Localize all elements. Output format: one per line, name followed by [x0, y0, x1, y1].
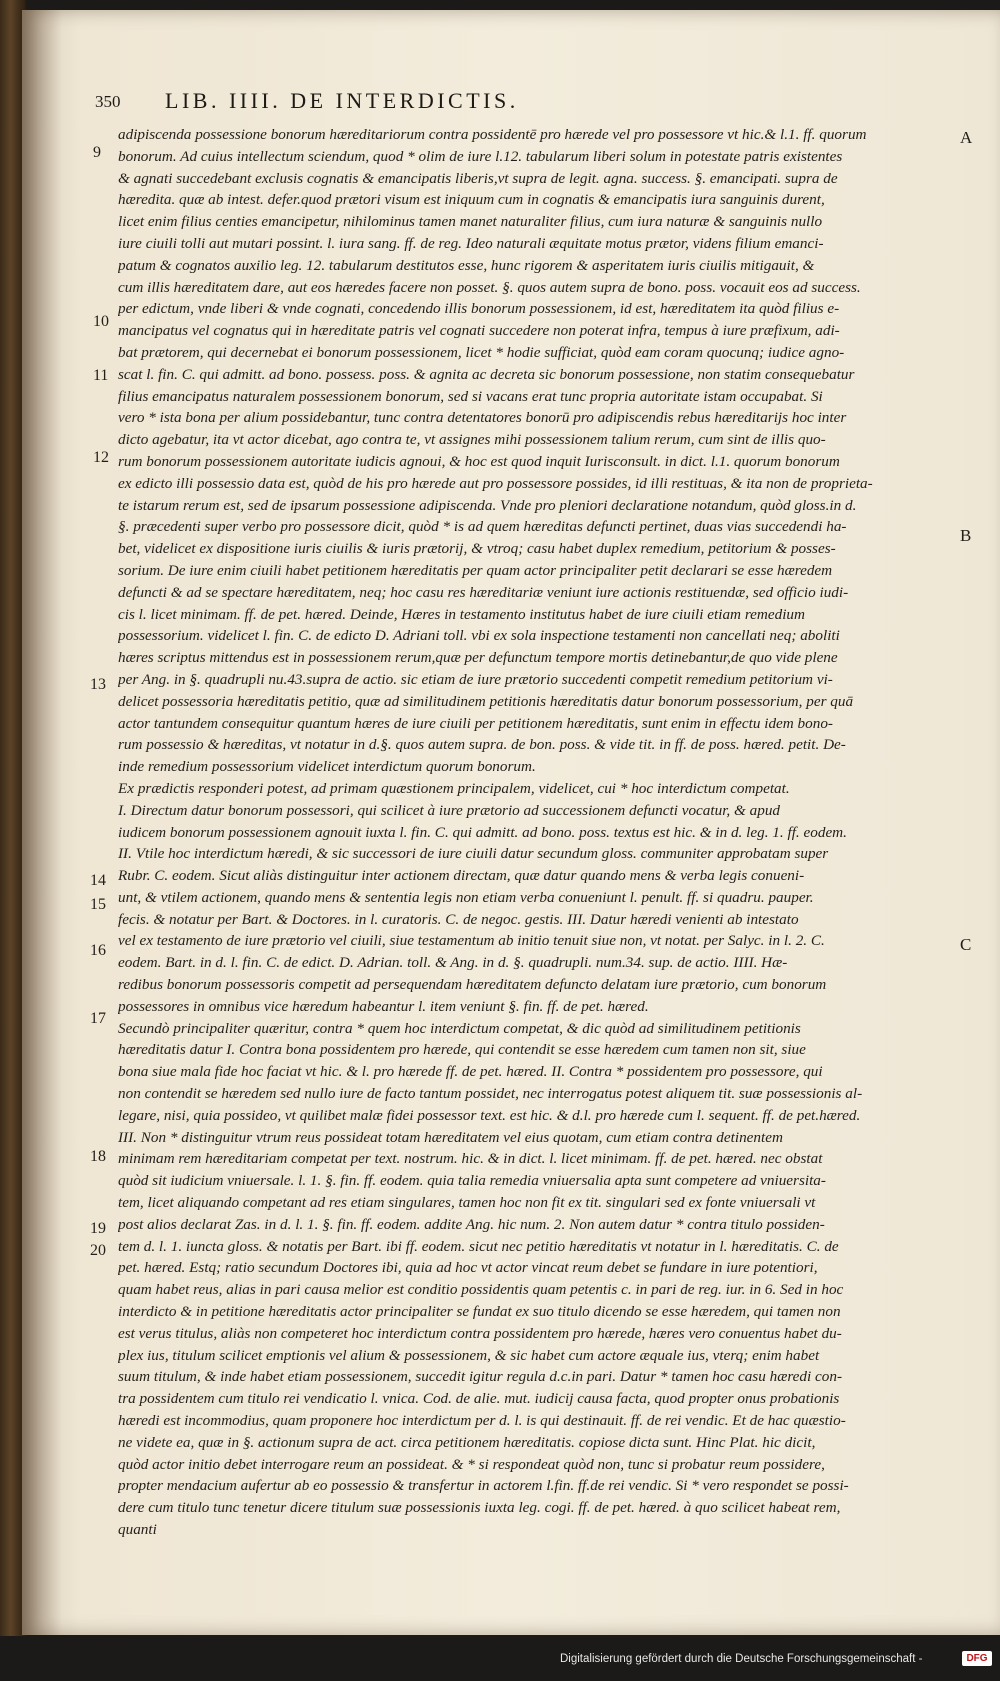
- text-line: delicet possessoria hæreditatis petitio, quæ ad similitudinem petitionis hæreditatis datur bonorum possessorium, per quā: [118, 692, 854, 710]
- text-line: III. Non * distinguitur vtrum reus possideat totam hæreditatem vel eius quotam, cum etiam contra detinentem: [118, 1128, 783, 1146]
- text-line: cis l. licet minimam. ff. de pet. hæred. Deinde, Hæres in testamento institutus habet de iure ciuili etiam remedium: [118, 605, 805, 623]
- margin-number: 15: [90, 896, 106, 913]
- text-line: inde remedium possessorium videlicet interdictum quorum bonorum.: [118, 758, 536, 776]
- text-line: hæres scriptus mittendus est in possessionem rerum,quæ per defunctum tempore mortis detinebantur,de quo vide plene: [118, 649, 838, 667]
- text-line: fecis. & notatur per Bart. & Doctores. in l. curatoris. C. de negoc. gestis. III. Datur hæredi venienti ab intestato: [118, 910, 799, 928]
- gutter-shadow: [22, 10, 62, 1635]
- margin-number: 14: [90, 872, 106, 889]
- text-line: bat prætorem, qui decernebat ei bonorum possessionem, licet * hodie sufficiat, quòd eam coram quocunq; iudice agno-: [118, 343, 845, 361]
- text-line: §. præcedenti super verbo pro possessore dicit, quòd * is ad quem hæreditas defuncti pertinet, duas vias succedendi ha-: [118, 518, 847, 536]
- text-line: iure ciuili tolli aut mutari possint. l. iura sang. ff. de reg. Ideo naturali æquitate motus prætor, videns filium emanci-: [118, 234, 824, 252]
- text-line: unt, & vtilem actionem, quando mens & sententia legis non etiam verba conueniunt l. penult. ff. si quadru. pauper.: [118, 888, 814, 906]
- text-line: est verus titulus, aliàs non competeret hoc interdictum contra possidentem pro hærede, hæres vero conuentus habet du-: [118, 1324, 842, 1342]
- text-line: actor tantundem consequitur quantum hæres de iure ciuili per petitionem hæreditatis, sunt enim in effectu idem bono-: [118, 714, 833, 732]
- text-line: cum illis hæreditatem dare, aut eos hæredes facere non posset. §. quos autem supra de bono. poss. vocauit eos ad success.: [118, 278, 861, 296]
- margin-number: 16: [90, 942, 106, 959]
- text-line: scat l. fin. C. qui admitt. ad bono. possess. poss. & agnita ac decreta sic bonorum possessione, non statim consequebatur: [118, 365, 855, 383]
- text-line: dere cum titulo tunc tenetur dicere titulum suæ possessionis iuxta leg. cogi. ff. de pet. hæred. à quo scilicet habeat rem,: [118, 1499, 841, 1517]
- text-line: per Ang. in §. quadrupli nu.43.supra de actio. sic etiam de iure prætorio succedenti competit remedium petitorium vi-: [118, 670, 833, 688]
- margin-number: 11: [93, 367, 109, 384]
- dfg-logo-text: DFG: [966, 1653, 988, 1664]
- text-line: rum bonorum possessionem autoritate iudicis agnoui, & hoc est quod inquit Iurisconsult. in dict. l.1. quorum bonorum: [118, 452, 840, 470]
- text-line: possessorium. videlicet l. fin. C. de edicto D. Adriani toll. vbi ex sola inspectione testamenti non cancellati neq; aboliti: [118, 627, 840, 645]
- text-line: filius emancipatus naturalem possessionem bonorum, sed si vacans erat tunc propria autoritate istam occupabat. Si: [118, 387, 823, 405]
- text-line: sorium. De iure enim ciuili habet petitionem hæreditatis per quam actor principaliter petit declarari se esse hæredem: [118, 561, 833, 579]
- text-line: non contendit se hæredem sed nullo iure de facto tantum possidet, nec interrogatus potest aliquem tit. suæ possessionis al-: [118, 1085, 863, 1103]
- margin-marker: C: [960, 935, 972, 954]
- margin-marker: B: [960, 526, 972, 545]
- margin-number: 19: [90, 1220, 106, 1237]
- dfg-logo: [962, 1651, 992, 1666]
- text-line: dicto agebatur, ita vt actor dicebat, ago contra te, vt assignes mihi possessionem talium rerum, cum sint de illis quo-: [118, 431, 826, 449]
- text-line: quanti: [118, 1521, 157, 1538]
- text-line: redibus bonorum possessoris competit ad persequendam hæreditatem defuncto delatam iure prætorio, cum bonorum: [118, 976, 827, 994]
- text-line: iudicem bonorum possessionem agnouit iuxta l. fin. C. qui admitt. ad bono. poss. textus est hic. & in d. leg. 1. ff. eodem.: [118, 823, 847, 841]
- margin-number: 18: [90, 1148, 106, 1165]
- text-line: Rubr. C. eodem. Sicut aliàs distinguitur inter actionem directam, quæ datur quando mens & verba legis conueni-: [118, 867, 805, 885]
- text-line: propter mendacium aufertur ab eo possessio & transfertur in actorem l.fin. ff.de rei vendic. Si * vero respondet se possi-: [118, 1477, 849, 1495]
- text-line: vel ex testamento de iure prætorio vel ciuili, siue testamentum ab initio tenuit siue non, vt notat. per Salyc. in l. 2. C.: [118, 932, 825, 950]
- text-line: patum & cognatos auxilio leg. 12. tabularum destitutos esse, hunc rigorem & asperitatem iuris ciuilis mitigauit, &: [118, 256, 815, 274]
- text-line: hæredi est incommodius, quam proponere hoc interdictum per d. l. is qui destinauit. ff. de rei vendic. Et de hac quæstio-: [118, 1412, 846, 1430]
- page-header: [95, 88, 895, 118]
- text-line: bona siue mala fide hoc faciat vt hic. & l. pro hærede ff. de pet. hæred. II. Contra * possidentem pro possessore, qui: [118, 1063, 823, 1081]
- text-line: Secundò principaliter quæritur, contra * quem hoc interdictum competat, & dic quòd ad similitudinem petitionis: [118, 1019, 801, 1037]
- text-line: & agnati succedebant exclusis cognatis & emancipatis liberis,vt supra de legit. agna. success. §. emancipati. supra de: [118, 169, 838, 187]
- text-line: licet enim filius centies emancipetur, nihilominus tamen manet naturaliter filius, cum iura naturæ & sanguinis nullo: [118, 213, 823, 231]
- text-line: per edictum, vnde liberi & vnde cognati, concedendo illis bonorum possessionem, id est, hæreditatem ita quòd filius e-: [118, 300, 840, 318]
- text-line: defuncti & ad se spectare hæreditatem, neq; hoc casu res hæreditariæ veniunt iure actionis restituendæ, sed officio iudi-: [118, 583, 849, 601]
- margin-number: 10: [93, 313, 109, 330]
- margin-number: 17: [90, 1010, 106, 1027]
- body-text: [118, 124, 954, 1541]
- text-line: tra possidentem cum titulo rei vendicatio l. vnica. Cod. de alie. mut. iudicij causa facta, quod propter onus probationis: [118, 1390, 840, 1408]
- text-line: quòd actor initio debet interrogare reum an possideat. & * si respondeat quòd non, tunc si probatur reum possidere,: [118, 1455, 825, 1473]
- running-head: LIB. IIII. DE INTERDICTIS.: [165, 88, 519, 113]
- text-line: pet. hæred. Estq; ratio secundum Doctores ibi, quia ad hoc vt actor vincat reum debet se fundare in iure potentiori,: [118, 1259, 818, 1277]
- text-line: interdicto & in petitione hæreditatis actor principaliter se fundat ex suo titulo dicendo se esse hæredem, qui tamen non: [118, 1303, 841, 1321]
- text-line: tem d. l. 1. iuncta gloss. & notatis per Bart. ibi ff. eodem. sicut nec petitio hæreditatis vt notatur in l. hæreditatis. C. de: [118, 1237, 839, 1255]
- text-line: ex edicto illi possessio data est, quòd de his pro hærede aut pro possessore possides, id illi restituas, & ita non de proprieta-: [118, 474, 873, 492]
- text-line: hæreditatis datur I. Contra bona possidentem pro hærede, qui contendit se esse hæredem cum tamen non sit, siue: [118, 1041, 806, 1059]
- margin-number: 20: [90, 1242, 106, 1259]
- text-line: rum possessio & hæreditas, vt notatur in d.§. quos autem supra. de bon. poss. & vide tit. in ff. de poss. hæred. petit. De-: [118, 736, 846, 754]
- text-line: bonorum. Ad cuius intellectum sciendum, quod * olim de iure l.12. tabularum liberi solum in potestate patris existentes: [118, 147, 843, 165]
- text-line: quam habet reus, alias in pari causa melior est conditio possidentis quam petentis c. in pari de reg. iur. in 6. Sed in hoc: [118, 1281, 844, 1299]
- text-line: quòd sit iudicium vniuersale. l. 1. §. fin. ff. eodem. quia talia remedia vniuersalia apta sunt competere ad vniuersita-: [118, 1172, 826, 1190]
- page-number: 350: [95, 92, 121, 111]
- text-line: legare, nisi, quia possideo, vt quilibet malæ fidei possessor text. est hic. & d.l. pro hærede cum l. sequent. ff. de pet.hæred.: [118, 1106, 861, 1124]
- text-line: bet, videlicet ex dispositione iuris ciuilis & iuris prætorij, & vtroq; casu habet duplex remedium, petitorium & posses-: [118, 540, 836, 558]
- text-line: post alios declarat Zas. in d. l. 1. §. fin. ff. eodem. addite Ang. hic num. 2. Non autem datur * contra titulo possiden-: [118, 1215, 825, 1233]
- text-line: mancipatus vel cognatus qui in hæreditate patris vel cognati succedere non poterat infra, tempus à iure præfixum, adi-: [118, 322, 840, 340]
- text-line: ne videte ea, quæ in §. actionum supra de act. circa petitionem hæreditatis. copiose dicta sunt. Hinc Plat. hic dicit,: [118, 1433, 816, 1451]
- text-line: hæredita. quæ ab intest. defer.quod prætori visum est iniquum cum in cognatis & emancipatis iura sanguinis durent,: [118, 191, 825, 209]
- text-line: suum titulum, & inde habet etiam possessionem, succedit igitur regula d.c.in pari. Datur * tamen hoc casu hæredi con-: [118, 1368, 843, 1386]
- margin-marker: A: [960, 128, 973, 147]
- text-line: possessores in omnibus vice hæredum habeantur l. item veniunt §. fin. ff. de pet. hæred.: [118, 997, 649, 1015]
- text-line: II. Vtile hoc interdictum hæredi, & sic successori de iure ciuili datur secundum gloss. communiter approbatam super: [118, 845, 829, 863]
- text-line: eodem. Bart. in d. l. fin. C. de edict. D. Adrian. toll. & Ang. in d. §. quadrupli. num.34. sup. de actio. IIII. Hæ-: [118, 954, 788, 972]
- margin-number: 13: [90, 676, 106, 693]
- text-line: I. Directum datur bonorum possessori, qui scilicet à iure prætorio ad successionem defuncti vocatur, & apud: [118, 801, 781, 819]
- margin-number: 9: [93, 144, 101, 161]
- text-line: vero * ista bona per alium possidebantur, tunc contra detentatores bonorū pro adipiscendis rebus hæreditarijs hoc inter: [118, 409, 847, 427]
- text-line: tem, licet aliquando competant ad res etiam singulares, tamen hoc non fit ex tit. singulari sed ex fonte vniuersali vt: [118, 1194, 816, 1212]
- text-line: minimam rem hæreditariam competat per text. nostrum. hic. & in dict. l. licet minimam. ff. de pet. hæred. nec obstat: [118, 1150, 823, 1168]
- text-line: adipiscenda possessione bonorum hæreditariorum contra possidentē pro hærede vel pro possessore vt hic.& l.1. ff. quorum: [118, 126, 867, 143]
- text-line: Ex prædictis responderi potest, ad primam quæstionem principalem, videlicet, cui * hoc interdictum competat.: [118, 779, 790, 797]
- text-line: plex ius, titulum scilicet emptionis vel alium & possessionem, & sic habet cum actore æquale ius, vterq; enim habet: [118, 1346, 820, 1364]
- margin-number: 12: [93, 449, 109, 466]
- text-line: te istarum rerum est, sed de ipsarum possessione adipiscenda. Vnde pro pleniori declaratione notandum, quòd gloss.in d.: [118, 496, 857, 514]
- digitization-credit: Digitalisierung gefördert durch die Deutsche Forschungsgemeinschaft -: [560, 1653, 923, 1665]
